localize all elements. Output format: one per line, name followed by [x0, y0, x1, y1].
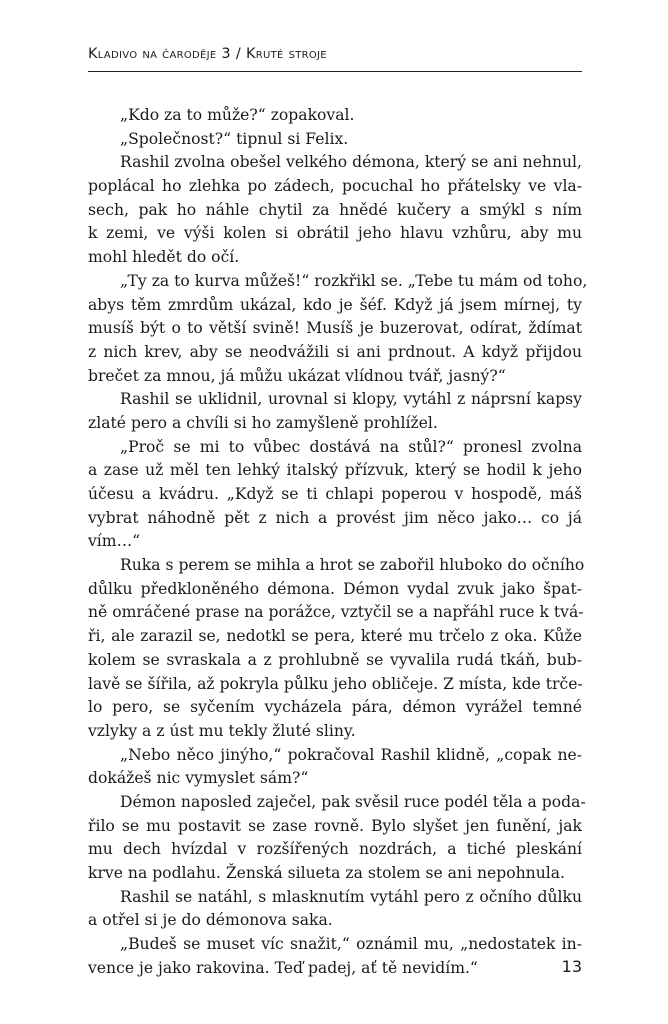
text-line: lo pero, se syčením vycházela pára, démon vyrážel temné	[88, 698, 582, 717]
paragraph	[88, 886, 582, 933]
text-line: účesu a kvádru. „Když se ti chlapi poperou v hospodě, máš	[88, 485, 582, 503]
text-line: krve na podlahu. Ženská silueta za stolem se ani nepohnula.	[88, 864, 565, 882]
text-line: Rashil zvolna obešel velkého démona, který se ani nehnul,	[120, 153, 582, 172]
text-line: Ruka s perem se mihla a hrot se zabořil hluboko do očního	[120, 556, 585, 575]
text-line: „Společnost?“ tipnul si Felix.	[120, 129, 349, 148]
paragraph	[88, 554, 585, 744]
paragraph	[88, 151, 582, 269]
running-header	[88, 46, 582, 62]
paragraph	[88, 933, 582, 980]
body-text	[88, 104, 588, 980]
text-line: Démon naposled zaječel, pak svěsil ruce podél těla a poda-	[120, 792, 586, 811]
text-line: dokážeš nic vymyslet sám?“	[88, 769, 309, 788]
series-number: 3 /	[216, 46, 246, 62]
text-line: „Nebo něco jinýho,“ pokračoval Rashil klidně, „copak ne-	[120, 745, 582, 764]
header-rule	[88, 71, 582, 72]
text-line: ři, ale zarazil se, nedotkl se pera, které mu trčelo z oka. Kůže	[88, 627, 582, 646]
text-line: „Proč se mi to vůbec dostává na stůl?“ pronesl zvolna	[120, 437, 582, 456]
paragraph	[88, 104, 582, 128]
text-line: Rashil se natáhl, s mlasknutím vytáhl pero z očního důlku	[120, 887, 582, 906]
text-line: zlaté pero a chvíli si ho zamyšleně prohlížel.	[88, 413, 438, 432]
text-line: „Budeš se muset víc snažit,“ oznámil mu, „nedostatek in-	[120, 935, 582, 954]
text-line: a otřel si je do démonova saka.	[88, 911, 333, 930]
text-line: důlku předkloněného démona. Démon vydal zvuk jako špat-	[88, 579, 582, 598]
text-line: mu dech hvízdal v rozšířených nozdrách, a tiché pleskání	[88, 840, 582, 859]
paragraph	[88, 388, 582, 435]
book-title: Kruté stroje	[245, 46, 327, 62]
text-line: ně omráčené prase na porážce, vztyčil se a napřáhl ruce k tvá-	[88, 603, 584, 622]
text-line: poplácal ho zlehka po zádech, pocuchal ho přátelsky ve vla-	[88, 177, 582, 196]
text-line: vence je jako rakovina. Teď padej, ať tě nevidím.“	[88, 958, 478, 977]
paragraph	[88, 270, 588, 388]
text-line: mohl hledět do očí.	[88, 248, 240, 267]
paragraph	[88, 436, 582, 554]
text-line: vzlyky a z úst mu tekly žluté sliny.	[88, 721, 356, 740]
text-line: brečet za mnou, já můžu ukázat vlídnou tvář, jasný?“	[88, 366, 506, 385]
text-line: z nich krev, aby se neodvážili si ani prdnout. A když přijdou	[88, 342, 582, 361]
text-line: kolem se svraskala a z prohlubně se vyvalila rudá tkáň, bub-	[88, 650, 582, 669]
text-line: musíš být o to větší svině! Musíš je buzerovat, odírat, ždímat	[88, 319, 582, 338]
text-line: abys těm zmrdům ukázal, kdo je šéf. Když já jsem mírnej, ty	[88, 295, 582, 314]
series-title: Kladivo na čaroděje	[88, 46, 217, 62]
text-line: řilo se mu postavit se zase rovně. Bylo slyšet jen funění, jak	[88, 816, 582, 835]
paragraph	[88, 744, 582, 791]
text-line: a zase už měl ten lehký italský přízvuk, který se hodil k jeho	[88, 461, 582, 480]
text-line: „Kdo za to může?“ zopakoval.	[120, 106, 355, 124]
text-line: Rashil se uklidnil, urovnal si klopy, vytáhl z náprsní kapsy	[120, 390, 582, 409]
page-number: 13	[561, 957, 582, 976]
paragraph	[88, 128, 582, 152]
text-line: „Ty za to kurva můžeš!“ rozkřikl se. „Tebe tu mám od toho,	[120, 271, 588, 290]
text-line: lavě se šířila, až pokryla půlku jeho obličeje. Z místa, kde trče-	[88, 674, 583, 693]
text-line: vím…“	[88, 532, 141, 551]
text-line: k zemi, ve výši kolen si obrátil jeho hlavu vzhůru, aby mu	[88, 224, 582, 243]
paragraph	[88, 791, 586, 886]
text-line: vybrat náhodně pět z nich a provést jim něco jako… co já	[88, 508, 582, 527]
text-line: sech, pak ho náhle chytil za hnědé kučery a smýkl s ním	[88, 200, 582, 219]
